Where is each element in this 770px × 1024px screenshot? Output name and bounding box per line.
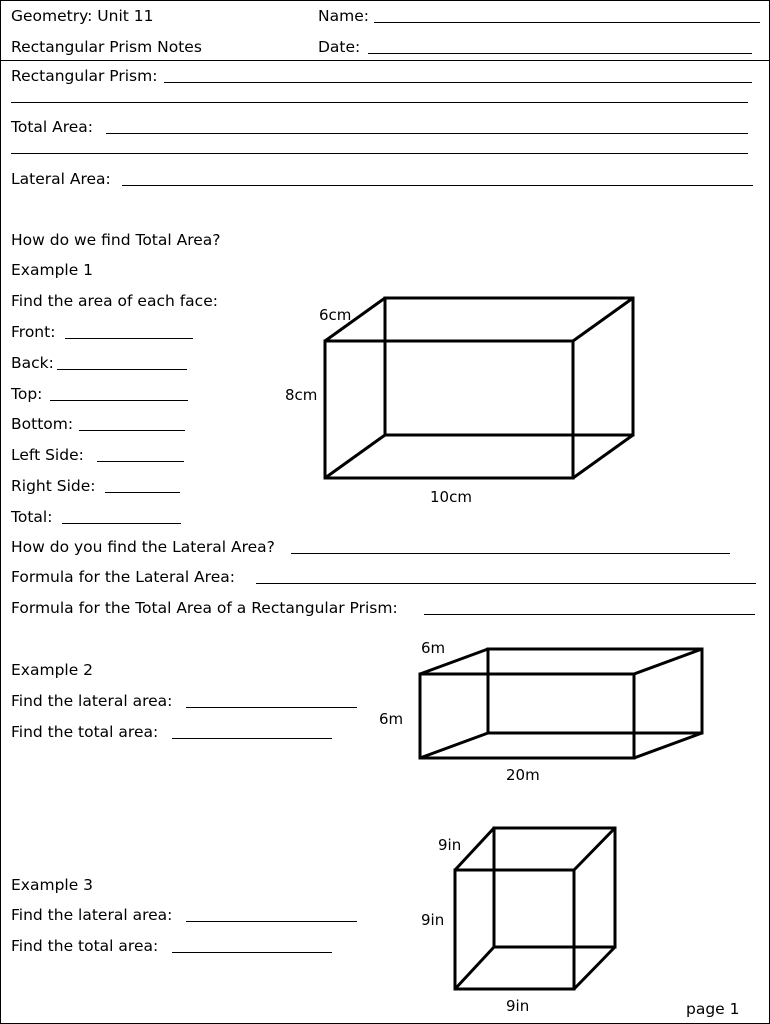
example-1-instruction: Find the area of each face: <box>11 292 218 310</box>
prism-3-depth-label: 9in <box>438 836 462 854</box>
prism-3-edge <box>455 947 494 989</box>
face-total-label: Total: <box>11 508 53 526</box>
prism-1-depth-label: 6cm <box>319 306 352 324</box>
example-3-title: Example 3 <box>11 876 94 894</box>
date-label: Date: <box>318 38 361 56</box>
example-2-total-label: Find the total area: <box>11 723 159 741</box>
total-area-label: Total Area: <box>11 118 94 136</box>
notes-title: Rectangular Prism Notes <box>11 38 202 56</box>
face-front-label: Front: <box>11 323 56 341</box>
face-bottom-label: Bottom: <box>11 415 74 433</box>
lateral-question: How do you find the Lateral Area? <box>11 538 275 556</box>
prism-3-edge <box>574 947 615 989</box>
prism-2-depth-label: 6m <box>421 639 446 657</box>
total-formula-label: Formula for the Total Area of a Rectangular Prism: <box>11 599 398 617</box>
prism-3-length-label: 9in <box>506 997 530 1015</box>
section-question: How do we find Total Area? <box>11 231 221 249</box>
example-2-title: Example 2 <box>11 661 94 679</box>
face-left-label: Left Side: <box>11 446 84 464</box>
name-label: Name: <box>318 7 369 25</box>
prism-2-length-label: 20m <box>506 766 540 784</box>
prism-2-height-label: 6m <box>379 710 404 728</box>
face-right-label: Right Side: <box>11 477 96 495</box>
prism-3-edge <box>574 828 615 870</box>
lateral-area-label: Lateral Area: <box>11 170 111 188</box>
rectangular-prism-label: Rectangular Prism: <box>11 67 158 85</box>
face-back-label: Back: <box>11 354 54 372</box>
page-number: page 1 <box>686 1000 740 1018</box>
example-2-lateral-label: Find the lateral area: <box>11 692 173 710</box>
lateral-formula-label: Formula for the Lateral Area: <box>11 568 235 586</box>
example-1-title: Example 1 <box>11 261 94 279</box>
example-3-total-label: Find the total area: <box>11 937 159 955</box>
prism-3-height-label: 9in <box>421 911 445 929</box>
example-3-lateral-label: Find the lateral area: <box>11 906 173 924</box>
prism-1-length-label: 10cm <box>430 488 472 506</box>
course-title: Geometry: Unit 11 <box>11 7 154 25</box>
prism-1-height-label: 8cm <box>285 386 318 404</box>
face-top-label: Top: <box>11 385 43 403</box>
